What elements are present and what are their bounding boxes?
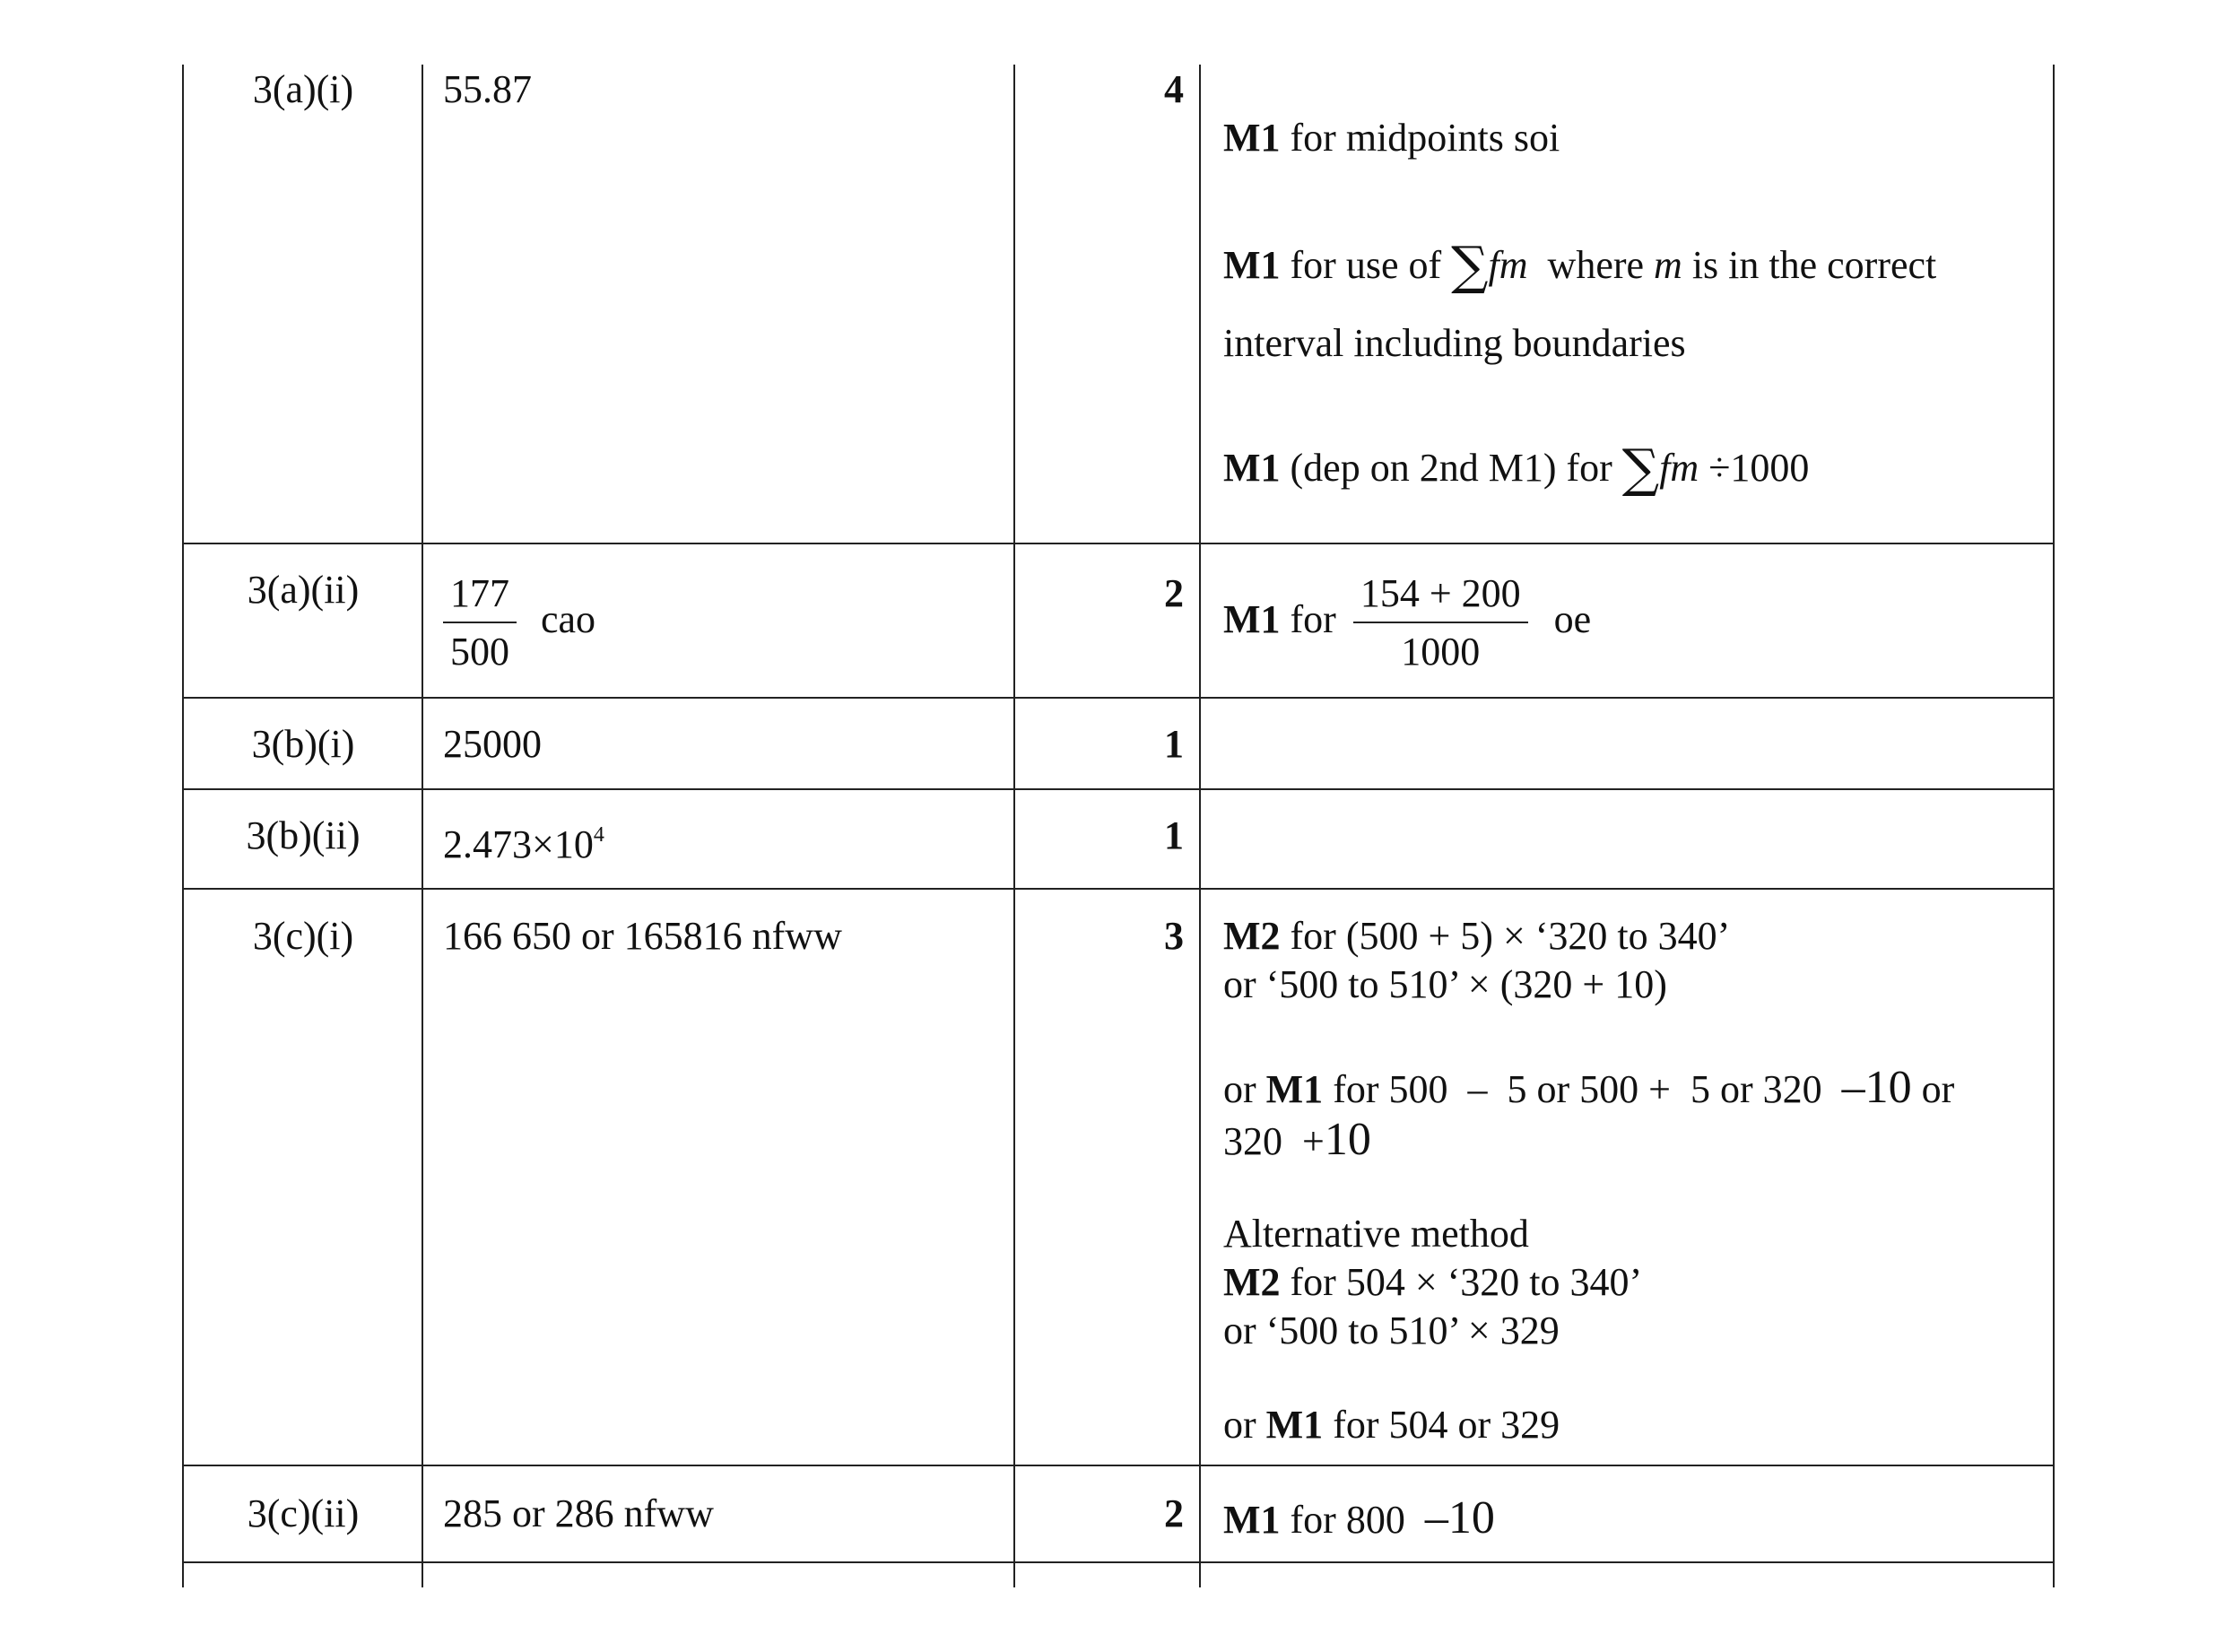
guidance-line [1223, 1259, 1642, 1307]
question-part: 3(c)(ii) [247, 1491, 360, 1535]
guidance-text: or [1911, 1067, 1955, 1111]
question-part: 3(b)(ii) [246, 813, 361, 857]
mark: 1 [1164, 813, 1184, 857]
guidance-line [1223, 913, 1730, 961]
guidance-line [1223, 961, 1667, 1009]
fraction-denominator: 1000 [1401, 629, 1481, 674]
answer: 55.87 [443, 67, 532, 111]
answer-suffix: cao [541, 596, 596, 641]
guidance-math: 10 [1324, 1114, 1371, 1165]
guidance-line [1223, 320, 1686, 368]
guidance-text: for 504 × ‘320 to 340’ [1280, 1260, 1643, 1304]
guidance-fraction [1353, 570, 1528, 676]
question-part: 3(c)(i) [252, 914, 354, 958]
question-part: 3(b)(i) [251, 722, 355, 766]
mark-code: M1 [1223, 596, 1281, 641]
guidance-text: for use of [1280, 243, 1452, 287]
math-variable: m [1654, 243, 1682, 287]
answer [443, 822, 604, 869]
guidance-text: (dep on 2nd M1) for [1280, 446, 1622, 490]
guidance-text: for 504 or 329 [1323, 1403, 1560, 1447]
mark: 2 [1164, 1491, 1184, 1535]
guidance-text: oe [1553, 596, 1592, 641]
guidance-line [1223, 1060, 1954, 1116]
row-divider [183, 888, 2054, 890]
column-divider-2 [1013, 65, 1015, 1587]
mark-code: M1 [1223, 446, 1281, 490]
guidance-math: –10 [1424, 1492, 1495, 1543]
mark-code: M1 [1265, 1067, 1324, 1111]
guidance-line [1223, 115, 1560, 162]
guidance-text: where [1527, 243, 1655, 287]
mark-code: M1 [1223, 1498, 1281, 1542]
guidance-text: for [1280, 596, 1346, 641]
mark: 4 [1164, 67, 1184, 111]
mark: 2 [1164, 571, 1184, 615]
guidance-math: –10 [1841, 1062, 1912, 1113]
table-border-right [2053, 65, 2055, 1587]
guidance-line [1223, 1211, 1529, 1258]
guidance-text: or ‘500 to 510’ × (320 + 10) [1223, 962, 1667, 1006]
mark-code: M2 [1223, 914, 1281, 958]
guidance-text: or [1223, 1403, 1266, 1447]
guidance-line [1223, 1491, 1495, 1546]
mark: 3 [1164, 914, 1184, 958]
row-divider [183, 1561, 2054, 1563]
math-variable: fm [1488, 243, 1528, 287]
row-divider [183, 543, 2054, 544]
guidance-text: ÷1000 [1699, 446, 1810, 490]
guidance-text: 320 + [1223, 1119, 1325, 1163]
summation-symbol: ∑ [1621, 438, 1660, 499]
math-variable: fm [1659, 446, 1699, 490]
guidance-line [1223, 1112, 1371, 1168]
question-part: 3(a)(i) [252, 67, 354, 111]
column-divider-3 [1199, 65, 1201, 1587]
guidance-text: for midpoints soi [1280, 116, 1560, 160]
fraction-denominator: 500 [450, 629, 509, 674]
guidance-line [1223, 570, 1591, 676]
mark-code: M1 [1223, 243, 1281, 287]
mark-code: M1 [1223, 116, 1281, 160]
guidance-line [1223, 235, 1936, 298]
guidance-text: for 500 – 5 or 500 + 5 or 320 [1323, 1067, 1842, 1111]
fraction-numerator: 177 [443, 570, 517, 623]
guidance-line [1223, 1308, 1560, 1355]
summation-symbol: ∑ [1451, 235, 1489, 296]
answer: 25000 [443, 722, 542, 766]
question-part: 3(a)(ii) [247, 568, 360, 612]
mark-code: M1 [1265, 1403, 1324, 1447]
guidance-text: for (500 + 5) × ‘320 to 340’ [1280, 914, 1731, 958]
mark: 1 [1164, 722, 1184, 766]
answer: 285 or 286 nfww [443, 1491, 714, 1535]
guidance-text: Alternative method [1223, 1212, 1529, 1256]
guidance-line [1223, 438, 1809, 500]
answer-fraction [443, 570, 517, 676]
answer: 166 650 or 165816 nfww [443, 914, 842, 958]
row-divider [183, 788, 2054, 790]
answer-base: 2.473×10 [443, 822, 594, 866]
mark-code: M2 [1223, 1260, 1281, 1304]
answer [443, 570, 595, 676]
row-divider [183, 697, 2054, 699]
guidance-text: for 800 [1280, 1498, 1425, 1542]
answer-exponent: 4 [593, 823, 604, 847]
guidance-text: interval including boundaries [1223, 321, 1686, 365]
guidance-text: or ‘500 to 510’ × 329 [1223, 1309, 1560, 1352]
guidance-text: or [1223, 1067, 1266, 1111]
row-divider [183, 1465, 2054, 1466]
fraction-numerator: 154 + 200 [1353, 570, 1528, 623]
guidance-text: is in the correct [1682, 243, 1937, 287]
guidance-line [1223, 1402, 1560, 1449]
